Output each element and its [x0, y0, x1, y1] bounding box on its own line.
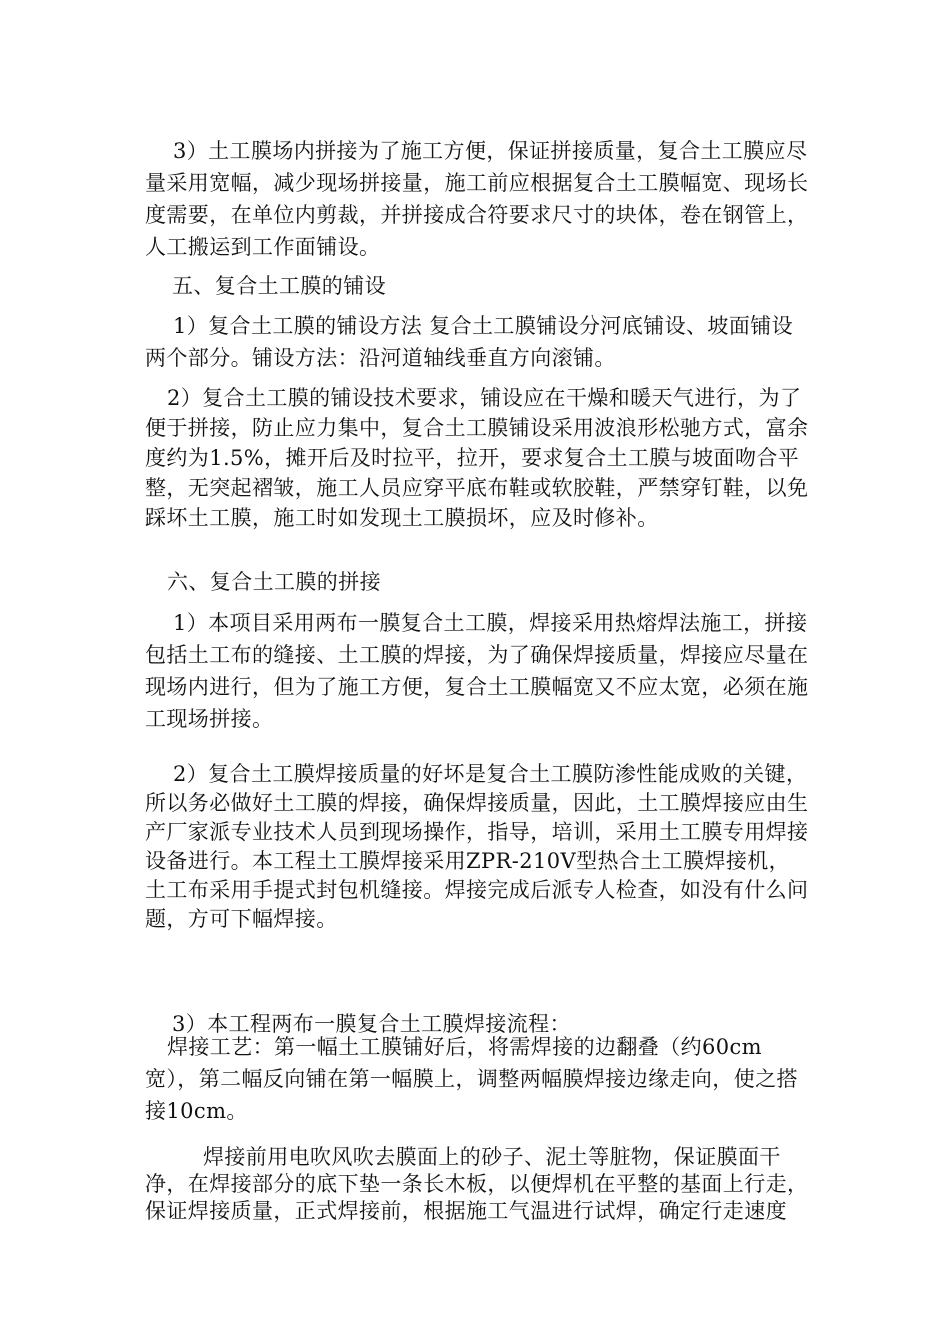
- paragraph-pre-welding: 焊接前用电吹风吹去膜面上的砂子、泥土等脏物，保证膜面干净，在焊接部分的底下垫一条长木板，以便焊机在平整的基面上行走，保证焊接质量，正式焊接前，根据施工气温进行试焊，确定行走速度: [145, 1145, 809, 1223]
- section-heading-laying: 五、复合土工膜的铺设: [172, 274, 386, 298]
- paragraph-splicing-project: 1）本项目采用两布一膜复合土工膜，焊接采用热熔焊法施工，拼接包括土工布的缝接、土工膜的焊接，为了确保焊接质量，焊接应尽量在现场内进行，但为了施工方便，复合土工膜幅宽又不应太宽，必须在施工现场拼接。: [145, 611, 809, 731]
- paragraph-welding-quality: 2）复合土工膜焊接质量的好坏是复合土工膜防渗性能成败的关键，所以务必做好土工膜的焊接，确保焊接质量，因此，土工膜焊接应由生产厂家派专业技术人员到现场操作，指导，培训，采用土工膜专用焊接设备进行。本工程土工膜焊接采用ZPR-210V型热合土工膜焊接机，土工布采用手提式封包机缝接。焊接完成后派专人检查，如没有什么问题，方可下幅焊接。: [145, 762, 809, 931]
- paragraph-laying-requirements: 2）复合土工膜的铺设技术要求，铺设应在干燥和暖天气进行，为了便于拼接，防止应力集中，复合土工膜铺设采用波浪形松驰方式，富余度约为1.5%，摊开后及时拉平，拉开，要求复合土工膜与坡面吻合平整，无突起褶皱，施工人员应穿平底布鞋或软胶鞋，严禁穿钉鞋，以免踩坏土工膜，施工时如发现土工膜损坏，应及时修补。: [145, 386, 809, 530]
- paragraph-field-splicing: 3）土工膜场内拼接为了施工方便，保证拼接质量，复合土工膜应尽量采用宽幅，减少现场拼接量，施工前应根据复合土工膜幅宽、现场长度需要，在单位内剪裁，并拼接成合符要求尺寸的块体，卷在钢管上，人工搬运到工作面铺设。: [145, 139, 809, 259]
- paragraph-welding-process: 3）本工程两布一膜复合土工膜焊接流程：: [172, 1012, 571, 1036]
- section-heading-splicing: 六、复合土工膜的拼接: [167, 570, 381, 594]
- paragraph-welding-craft: 焊接工艺：第一幅土工膜铺好后，将需焊接的边翻叠（约60cm宽），第二幅反向铺在第一幅膜上，调整两幅膜焊接边缘走向，使之搭接10cm。: [145, 1035, 798, 1123]
- paragraph-laying-method: 1）复合土工膜的铺设方法 复合土工膜铺设分河底铺设、坡面铺设两个部分。铺设方法：沿河道轴线垂直方向滚铺。: [145, 314, 794, 370]
